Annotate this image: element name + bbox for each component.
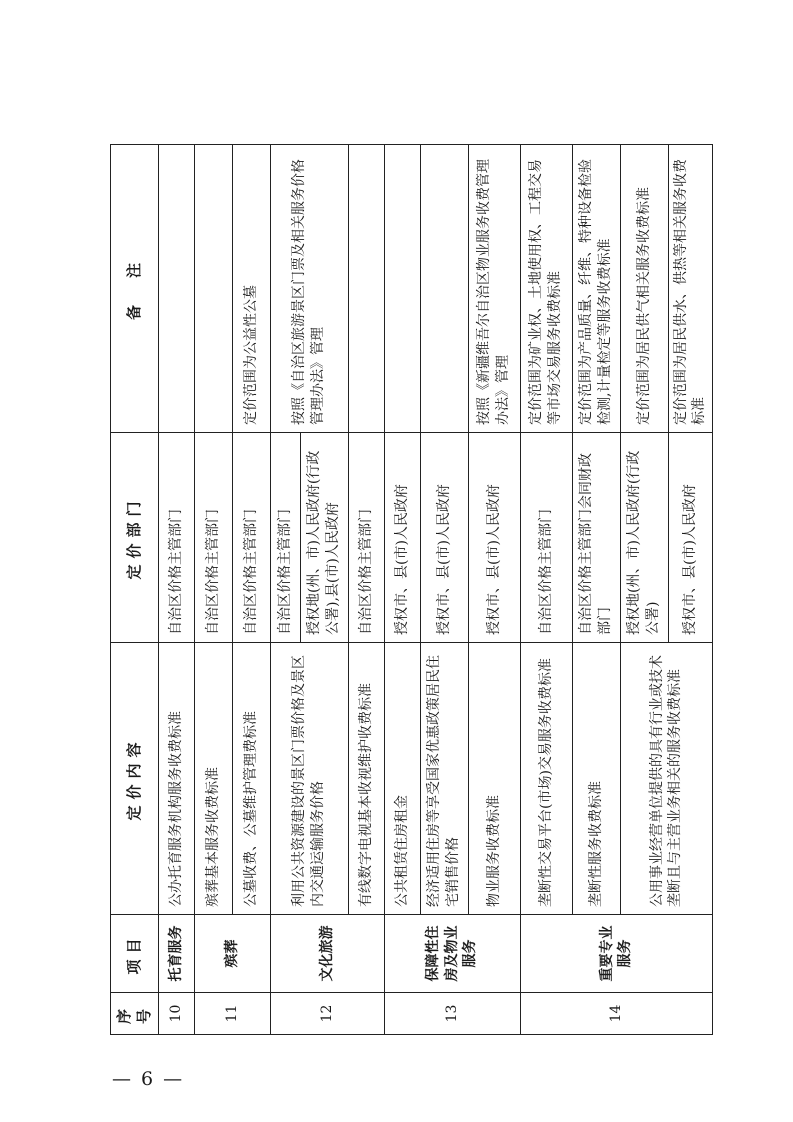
- row-note: [384, 145, 420, 433]
- row-content: 物业服务收费标准: [468, 643, 520, 915]
- row-content: 经济适用住房等享受国家优惠政策居民住宅销售价格: [420, 643, 468, 915]
- row-item: 殡葬: [194, 915, 270, 993]
- row-note: 定价范围为矿业权、土地使用权、工程交易等市场交易服务收费标准: [520, 145, 572, 433]
- rotated-table-container: [110, 145, 708, 1035]
- table-row: [348, 145, 384, 1035]
- row-content: 公办托育服务机构服务收费标准: [158, 643, 194, 915]
- table-row: [158, 145, 194, 1035]
- page-number: — 6 —: [112, 1068, 185, 1090]
- row-dept: 授权地(州、市)人民政府(行政公署),县(市)人民政府: [300, 433, 348, 643]
- table-row: [468, 145, 520, 1035]
- row-note: 定价范围为产品质量、纤维、特种设备检验检测,计量检定等服务收费标准: [572, 145, 620, 433]
- row-seq: 10: [158, 993, 194, 1035]
- row-content: 公用事业经营单位提供的具有行业或技术垄断且与主营业务相关的服务收费标准: [620, 643, 713, 915]
- row-content: 公墓收费、公墓维护管理费标准: [232, 643, 270, 915]
- row-item: 重要专业服务: [520, 915, 713, 993]
- row-note: 定价范围为居民供水、供热等相关服务收费标准: [668, 145, 713, 433]
- table-row: [420, 145, 468, 1035]
- row-content: 垄断性服务收费标准: [572, 643, 620, 915]
- row-dept: 自治区价格主管部门会同财政部门: [572, 433, 620, 643]
- table-row: [270, 145, 300, 1035]
- row-dept: 自治区价格主管部门: [270, 433, 300, 643]
- table-row: [232, 145, 270, 1035]
- row-item: 文化旅游: [270, 915, 384, 993]
- row-seq: 11: [194, 993, 270, 1035]
- table-header-row: [111, 145, 159, 1035]
- row-dept: 自治区价格主管部门: [158, 433, 194, 643]
- row-content: 垄断性交易平台(市场)交易服务收费标准: [520, 643, 572, 915]
- row-seq: 12: [270, 993, 384, 1035]
- header-dept: 定价部门: [111, 433, 159, 643]
- row-note: 按照《自治区旅游景区门票及相关服务价格管理办法》管理: [270, 145, 348, 433]
- row-note: [420, 145, 468, 433]
- header-content: 定价内容: [111, 643, 159, 915]
- row-content: 殡葬基本服务收费标准: [194, 643, 232, 915]
- row-note: [194, 145, 232, 433]
- row-item: 托育服务: [158, 915, 194, 993]
- row-item: 保障性住房及物业服务: [384, 915, 520, 993]
- row-seq: 14: [520, 993, 713, 1035]
- row-content: 利用公共资源建设的景区门票价格及景区内交通运输服务价格: [270, 643, 348, 915]
- table-row: [194, 145, 232, 1035]
- row-dept: 授权市、县(市)人民政府: [468, 433, 520, 643]
- row-note: 定价范围为公益性公墓: [232, 145, 270, 433]
- pricing-catalog-table: [110, 144, 713, 1035]
- header-seq: 序号: [111, 993, 159, 1035]
- header-note: 备 注: [111, 145, 159, 433]
- table-row: [520, 145, 572, 1035]
- row-dept: 授权市、县(市)人民政府: [420, 433, 468, 643]
- row-seq: 13: [384, 993, 520, 1035]
- table-row: [572, 145, 620, 1035]
- row-dept: 自治区价格主管部门: [194, 433, 232, 643]
- row-note: 按照《新疆维吾尔自治区物业服务收费管理办法》管理: [468, 145, 520, 433]
- row-dept: 自治区价格主管部门: [232, 433, 270, 643]
- row-dept: 授权地(州、市)人民政府(行政公署): [620, 433, 668, 643]
- row-dept: 自治区价格主管部门: [520, 433, 572, 643]
- row-content: 公共租赁住房租金: [384, 643, 420, 915]
- row-note: 定价范围为居民供气相关服务收费标准: [620, 145, 668, 433]
- row-note: [348, 145, 384, 433]
- table-row: [620, 145, 668, 1035]
- row-dept: 自治区价格主管部门: [348, 433, 384, 643]
- table-row: [384, 145, 420, 1035]
- row-content: 有线数字电视基本收视维护收费标准: [348, 643, 384, 915]
- row-dept: 授权市、县(市)人民政府: [668, 433, 713, 643]
- row-note: [158, 145, 194, 433]
- header-item: 项目: [111, 915, 159, 993]
- row-dept: 授权市、县(市)人民政府: [384, 433, 420, 643]
